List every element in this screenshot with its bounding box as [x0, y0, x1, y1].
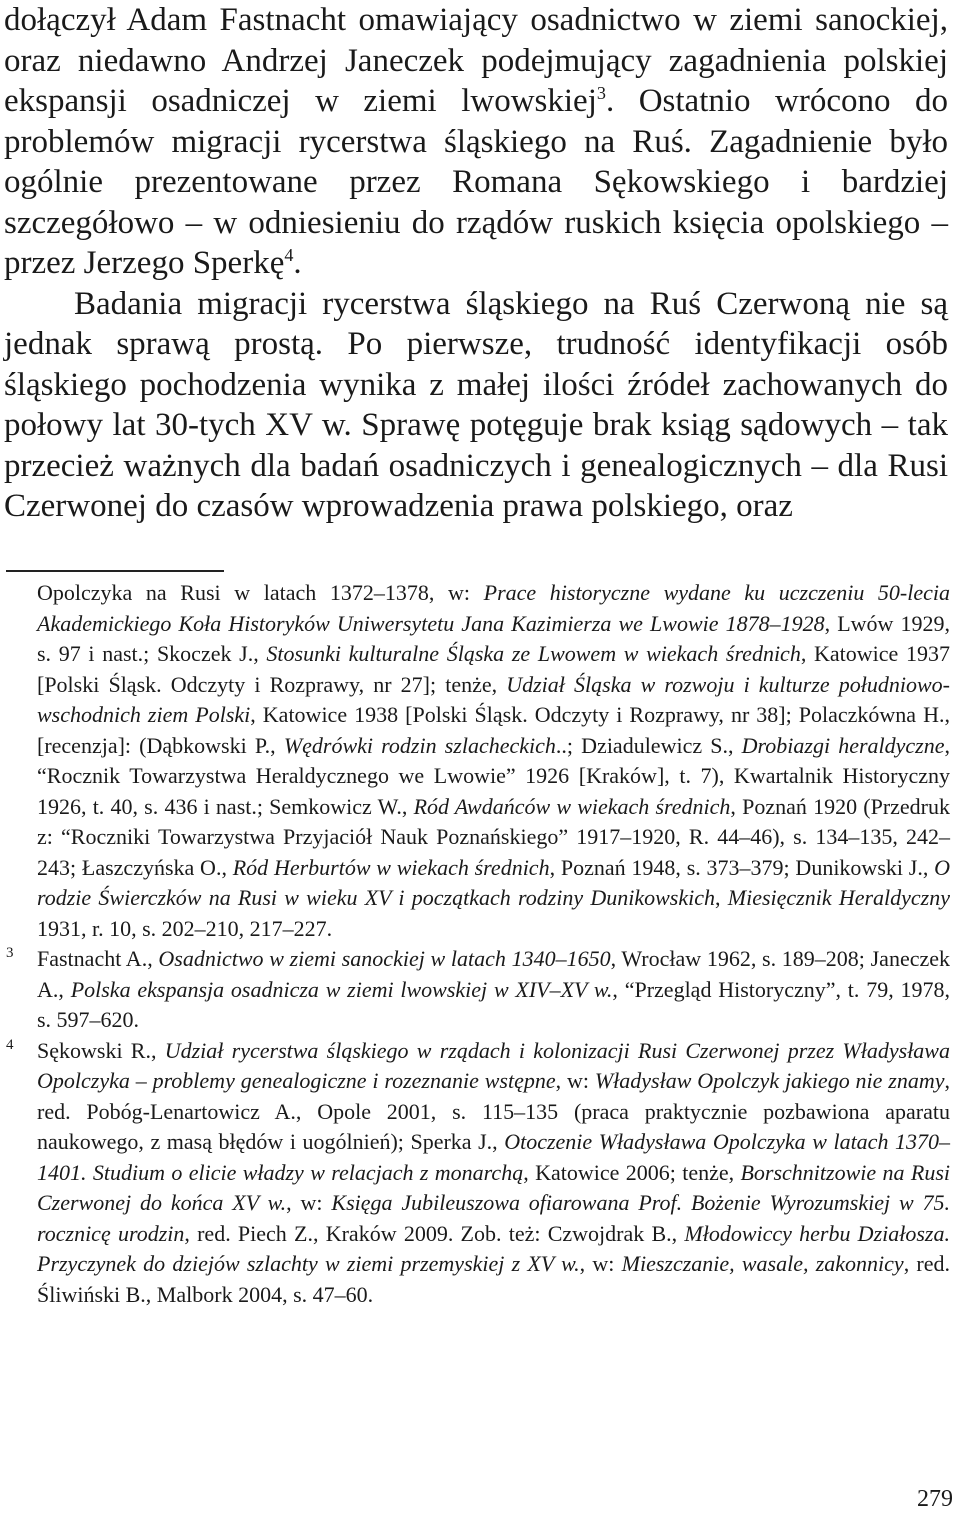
paragraph-1-text-cont: . Ostatnio wrócono do problemów migracji rycerstwa śląskiego na Ruś. Zagadnienie było ogólnie prezentowane przez Romana Sękowskiego i bardziej szczegółowo – w odniesieniu do rządów ruskich księcia opolskiego – przez Jerzego Sperkę — [4, 83, 948, 281]
footnote-title: Udział Śląska w rozwoju i kulturze południowo-wschodnich ziem Polski — [37, 671, 951, 727]
footnote-ref-3[interactable]: 3 — [596, 83, 606, 103]
footnote-3 — [6, 944, 950, 1036]
footnote-text: , Poznań 1920 (Przedruk z: “Roczniki Towarzystwa Przyjaciół Nauk Poznańskiego” 1917–1920, R. 44–46), s. 134–135, 242–243; Łaszczyńska O., — [37, 793, 951, 880]
footnote-text: , Wrocław 1962, s. 189–208; Janeczek A., — [37, 946, 951, 1002]
footnote-text: , Katowice 1937 [Polski Śląsk. Odczyty i Rozprawy, nr 27]; tenże, — [37, 641, 950, 697]
footnote-title: Księga Jubileuszowa ofiarowana Prof. Bożenie Wyrozumskiej w 75. rocznicę urodzin — [37, 1190, 951, 1246]
footnote-text: Opolczyka na Rusi w latach 1372–1378, w: — [37, 580, 484, 605]
footnote-title: Borschnitzowie na Rusi Czerwonej do końca XV w. — [37, 1159, 950, 1215]
footnote-title: Stosunki kulturalne Śląska ze Lwowem w wiekach średnich — [266, 641, 801, 666]
footnote-text: , “Rocznik Towarzystwa Heraldycznego we Lwowie” 1926 [Kraków], t. 7), Kwartalnik Historyczny 1926, t. 40, s. 436 i nast.; Semkowicz W., — [37, 732, 950, 819]
footnote-title: Władysław Opolczyk jakiego nie znamy — [594, 1068, 945, 1093]
footnote-text: , red. Śliwiński B., Malbork 2004, s. 47–60. — [37, 1251, 951, 1307]
paragraph-1-end: . — [293, 245, 302, 281]
footnote-ref-4[interactable]: 4 — [284, 245, 294, 265]
footnote-text: , w: — [286, 1190, 332, 1215]
footnote-title: Wędrówki rodzin szlacheckich — [283, 732, 556, 758]
footnote-separator — [6, 570, 224, 572]
footnote-number: 3 — [6, 945, 14, 961]
footnote-title: O rodzie Świerczków na Rusi w wieku XV i początkach rodziny Dunikowskich — [37, 854, 951, 910]
footnote-continued — [6, 578, 950, 944]
footnote-title: Polska ekspansja osadnicza w ziemi lwowskiej w XIV–XV w. — [70, 976, 613, 1002]
footnote-text: Fastnacht A., — [37, 946, 159, 971]
footnote-title: Ród Awdańców w wiekach średnich — [413, 793, 731, 819]
footnote-text: , red. Pobóg-Lenartowicz A., Opole 2001, s. 115–135 (praca praktycznie pozbawiona aparatu naukowego, z masą błędów i uogólnień); Sperka J., — [37, 1068, 950, 1154]
footnote-title: Osadnictwo w ziemi sanockiej w latach 1340–1650 — [158, 946, 611, 971]
footnote-text: ..; Dziadulewicz S., — [555, 732, 742, 758]
footnote-text: , Lwów 1929, s. 97 i nast.; Skoczek J., — [37, 610, 951, 666]
paragraph-1 — [4, 0, 948, 284]
footnote-title: Otoczenie Władysława Opolczyka w latach 1370–1401. Studium o elicie władzy w relacjach z monarchą — [37, 1129, 950, 1185]
footnote-4 — [6, 1036, 950, 1311]
footnotes — [6, 578, 950, 1310]
footnote-number: 4 — [6, 1036, 14, 1053]
paragraph-1-text: dołączył Adam Fastnacht omawiający osadnictwo w ziemi sanockiej, oraz niedawno Andrzej Janeczek podejmujący zagadnienia polskiej ekspansji osadniczej w ziemi lwowskiej — [4, 2, 948, 119]
footnote-text: Sękowski R., — [37, 1037, 165, 1063]
footnote-text: , “Przegląd Historyczny”, t. 79, 1978, s. 597–620. — [37, 976, 951, 1032]
footnote-text: , Poznań 1948, s. 373–379; Dunikowski J., — [549, 854, 935, 880]
footnote-title: Miesięcznik Heraldyczny — [727, 885, 951, 910]
page-number: 279 — [917, 1486, 953, 1512]
footnote-text: , Katowice 1938 [Polski Śląsk. Odczyty i Rozprawy, nr 38]; Polaczkówna H., [recenzja]: (Dąbkowski P., — [37, 702, 950, 758]
footnote-text: , — [715, 885, 728, 910]
footnote-text: , w: — [555, 1068, 595, 1093]
footnote-title: Udział rycerstwa śląskiego w rządach i kolonizacji Rusi Czerwonej przez Władysława Opolczyka – problemy genealogiczne i rozeznanie wstępne — [37, 1037, 950, 1093]
footnote-text: , red. Piech Z., Kraków 2009. Zob. też: Czwojdrak B., — [184, 1220, 685, 1246]
footnote-title: Prace historyczne wydane ku uczczeniu 50-lecia Akademickiego Koła Historyków Uniwersytetu Jana Kazimierza we Lwowie 1878–1928 — [37, 580, 951, 636]
footnote-title: Mieszczanie, wasale, zakonnicy — [621, 1251, 904, 1276]
paragraph-2: Badania migracji rycerstwa śląskiego na Ruś Czerwoną nie są jednak sprawą prostą. Po pierwsze, trudność identyfikacji osób śląskiego pochodzenia wynika z małej ilości źródeł zachowanych do połowy lat 30-tych XV w. Sprawę potęguje brak ksiąg sądowych – tak przecież ważnych dla badań osadniczych i genealogicznych – dla Rusi Czerwonej do czasów wprowadzenia prawa polskiego, oraz — [4, 285, 948, 524]
main-text — [4, 0, 948, 527]
footnote-title: Młodowiccy herbu Działosza. Przyczynek do dziejów szlachty w ziemi przemyskiej z XV w. — [37, 1220, 950, 1276]
footnote-text: 1931, r. 10, s. 202–210, 217–227. — [37, 915, 333, 941]
footnote-title: Drobiazgi heraldyczne — [741, 732, 945, 758]
footnote-text: , w: — [579, 1251, 622, 1276]
footnote-text: , Katowice 2006; tenże, — [523, 1159, 741, 1185]
footnote-title: Ród Herburtów w wiekach średnich — [232, 854, 550, 880]
